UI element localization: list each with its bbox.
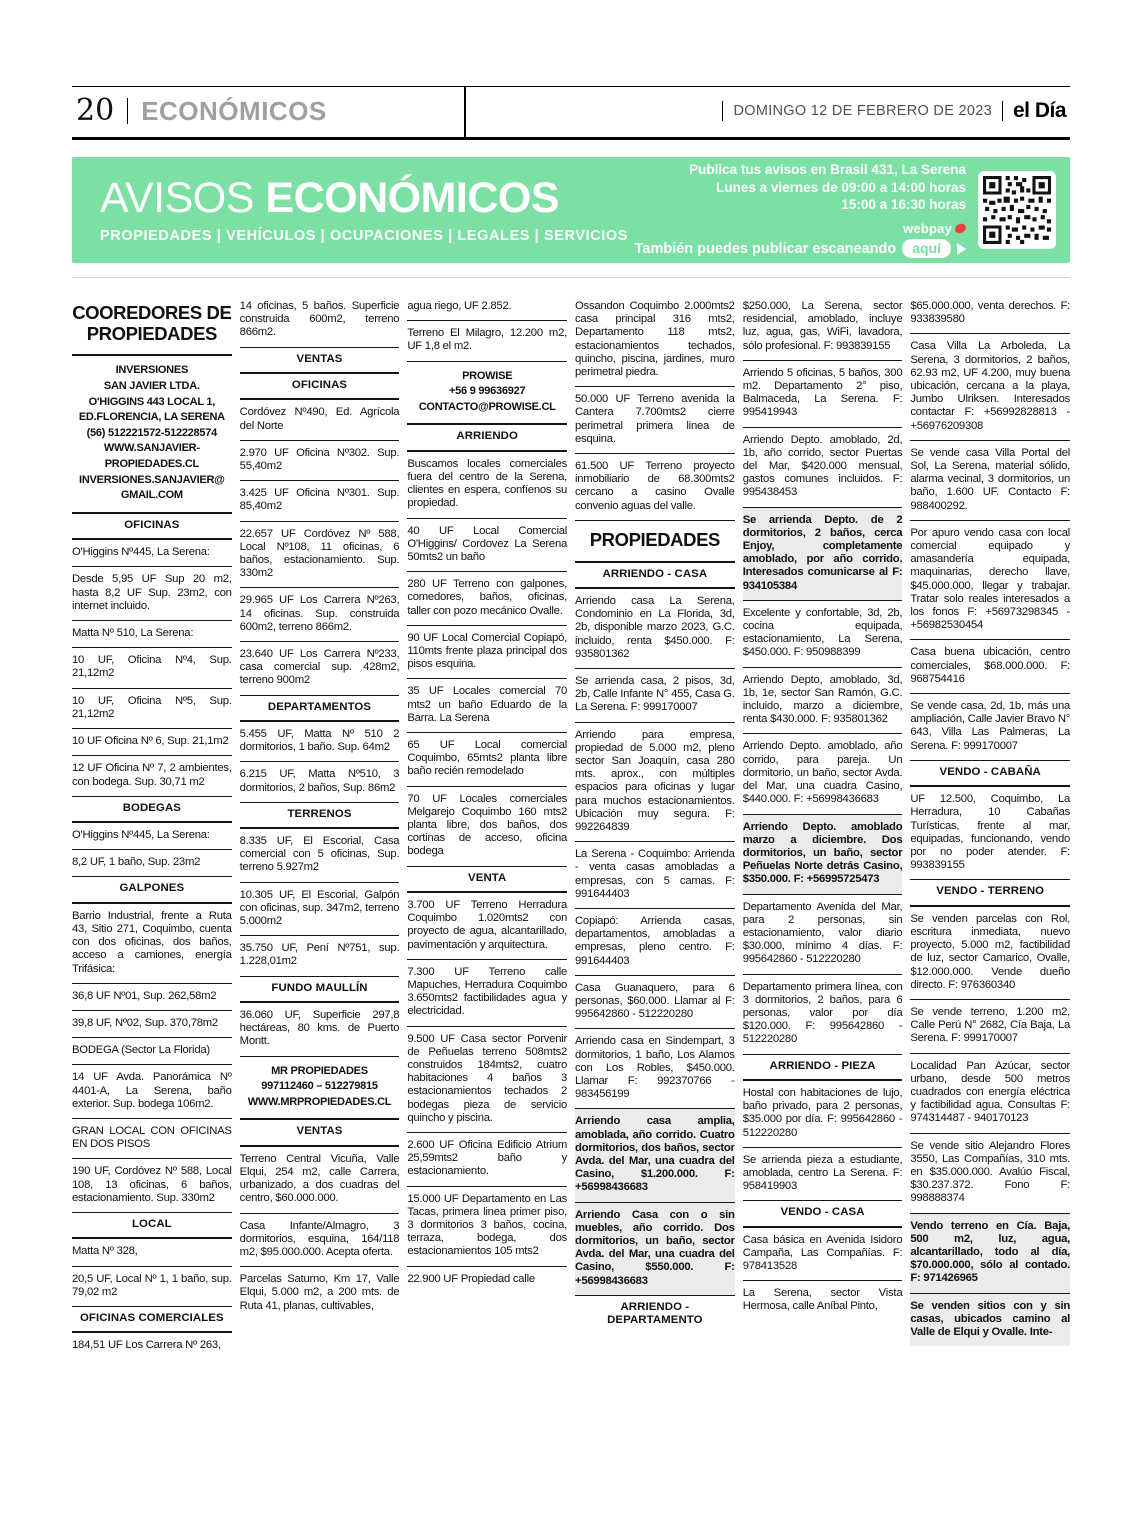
classified-ad: 61.500 UF Terreno proyecto inmobiliario de 68.300mts2 cercano a casino Ovalle convenio aguas del valle. xyxy=(575,454,735,521)
classified-ad: Se vende sitio Alejandro Flores 3550, Las Compañías, 310 mts. en $35.000.000. Avalúo Fiscal, $30.237.372. Fono F: 998888374 xyxy=(910,1134,1070,1214)
classified-ad: Por apuro vendo casa con local comercial equipado y amasandería equipada, maquinarias, derecho llave, $45.000.000, llegar y trabajar. Tratar solo reales interesados a los fonos F: +56973298345 - +56982530454 xyxy=(910,521,1070,641)
category-heading: VENDO - CABAÑA xyxy=(910,761,1070,787)
edition-date: DOMINGO 12 DE FEBRERO DE 2023 xyxy=(733,103,992,119)
divider xyxy=(127,98,128,124)
category-heading: OFICINAS COMERCIALES xyxy=(72,1307,232,1333)
classified-ad: Ossandon Coquimbo 2.000mts2 casa principal 316 mts2, Departamento 118 mts2, estacionamientos techados, quincho, piscina, jardines, muro perimetral piedra. xyxy=(575,294,735,387)
category-heading: ARRIENDO xyxy=(407,425,567,451)
classified-ad: 22.657 UF Cordóvez Nº 588, Local Nº108, 11 oficinas, 6 baños, estacionamiento. Sup. 330m2 xyxy=(240,522,400,589)
agency-contact-line: MR PROPIEDADES xyxy=(271,1064,368,1077)
classified-ad: Matta Nº 510, La Serena: xyxy=(72,621,232,648)
classified-ad: 36.060 UF, Superficie 297,8 hectáreas, 80 kms. de Puerto Montt. xyxy=(240,1003,400,1057)
classified-ad: BODEGA (Sector La Florida) xyxy=(72,1038,232,1065)
category-heading: GALPONES xyxy=(72,877,232,903)
masthead-right xyxy=(722,99,1066,123)
agency-contact-line: PROWISE xyxy=(462,369,513,382)
category-heading: DEPARTAMENTOS xyxy=(240,696,400,722)
classified-ad: O'Higgins Nº445, La Serena: xyxy=(72,823,232,850)
section-name: ECONÓMICOS xyxy=(141,96,327,126)
classified-ad: 70 UF Locales comerciales Melgarejo Coquimbo 160 mts2 planta libre, dos baños, dos cortinas de acceso, oficina bodega xyxy=(407,787,567,867)
classified-ad: 14 UF Avda. Panorámica Nº 4401-A, La Serena, baño exterior. Sup. bodega 106m2. xyxy=(72,1065,232,1119)
classified-ad: 12 UF Oficina Nº 7, 2 ambientes, con bodega. Sup. 30,71 m2 xyxy=(72,756,232,796)
banner-info-lines xyxy=(635,162,966,259)
category-heading: VENTA xyxy=(407,867,567,893)
classified-ad: 2.970 UF Oficina Nº302. Sup. 55,40m2 xyxy=(240,441,400,481)
classified-ad-highlighted: Arriendo casa amplia, amoblada, año corrido. Cuatro dormitorios, dos baños, sector Avda. del Mar, una cuadra del Casino, $1.200.000. F: +56998436683 xyxy=(575,1109,735,1202)
classified-ad: 14 oficinas, 5 baños. Superficie construida 600m2, terreno 866m2. xyxy=(240,294,400,348)
classified-ad: agua riego, UF 2.852. xyxy=(407,294,567,321)
banner-title xyxy=(100,173,628,222)
classified-ad: O'Higgins Nº445, La Serena: xyxy=(72,540,232,567)
classified-ad: La Serena, sector Vista Hermosa, calle Aníbal Pinto, xyxy=(742,1287,903,1313)
agency-contact xyxy=(72,356,232,513)
classified-ad: Barrio Industrial, frente a Ruta 43, Sitio 271, Coquimbo, cuenta con dos oficinas, dos baños, acceso a camiones, energía Trifásica: xyxy=(72,904,232,984)
classified-ad-highlighted: Vendo terreno en Cía. Baja, 500 m2, luz, agua, alcantarillado, todo al día, $70.000.000, sólo al contado. F: 971426965 xyxy=(910,1214,1070,1294)
category-heading: VENTAS xyxy=(240,348,400,374)
classified-ad: 23.640 UF Los Carrera Nº233, casa comercial sup. 428m2, terreno 900m2 xyxy=(240,642,400,696)
agency-contact-line: INVERSIONES xyxy=(115,364,189,377)
classified-ad: 35 UF Locales comercial 70 mts2 un baño Eduardo de la Barra. La Serena xyxy=(407,679,567,733)
classified-ad: Se venden parcelas con Rol, escritura inmediata, nuevo proyecto, 5.000 m2, factibilidad de luz, sector Camarico, Ovalle, $12.000.000. Vende dueño directo. F: 976360340 xyxy=(910,907,1070,1000)
classified-ad: 10 UF Oficina Nº 6, Sup. 21,1m2 xyxy=(72,729,232,756)
classified-ad: UF 12.500, Coquimbo, La Herradura, 10 Cabañas Turísticas, frente al mar, equipadas, funcionando, vendo por no poder atender. F: 993839155 xyxy=(910,787,1070,880)
classified-ad: 190 UF, Cordóvez Nº 588, Local 108, 13 oficinas, 6 baños, estacionamiento. Sup. 330m2 xyxy=(72,1159,232,1213)
play-triangle-icon xyxy=(957,243,966,255)
agency-contact-line: 997112460 – 512279815 xyxy=(261,1080,378,1093)
classified-ad: 65 UF Local comercial Coquimbo, 65mts2 planta libre baño recién remodelado xyxy=(407,733,567,787)
classified-ad: Arriendo 5 oficinas, 5 baños, 300 m2. Departamento 2° piso, Balmaceda, La Serena. F: 995419943 xyxy=(743,361,903,428)
column-3 xyxy=(407,294,567,1360)
classified-ad: 50.000 UF Terreno avenida la Cantera 7.700mts2 cierre perimetral primera linea de esquina. xyxy=(575,387,735,454)
webpay-logo xyxy=(903,221,966,236)
classified-ad: Desde 5,95 UF Sup 20 m2, hasta 8,2 UF Sup. 23m2, con internet incluido. xyxy=(72,567,232,621)
agency-contact-line: PROPIEDADES.CL xyxy=(104,458,199,471)
banner-publish-info xyxy=(635,162,1056,259)
category-heading: ARRIENDO - DEPARTAMENTO xyxy=(607,1300,703,1327)
classified-ad: Arriendo para empresa, propiedad de 5.000 m2, pleno sector San Joaquín, casa 280 mts. aprox., con múltiples espacios para oficinas y lugar para muchos estacionamientos. Ubicación muy segura. F: 992264839 xyxy=(575,723,735,843)
classified-ad: 2.600 UF Oficina Edificio Atrium 25,59mts2 baño y estacionamiento. xyxy=(407,1133,567,1187)
classified-ad: 8,2 UF, 1 baño, Sup. 23m2 xyxy=(72,850,232,877)
classified-ad: GRAN LOCAL CON OFICINAS EN DOS PISOS xyxy=(72,1119,232,1159)
classified-ad: Parcelas Saturno, Km 17, Valle Elqui, 5.000 m2, a 200 mts. de Ruta 41, planas, cultivables, xyxy=(239,1273,400,1312)
scan-row xyxy=(635,239,966,258)
masthead-divider xyxy=(464,86,466,140)
classified-ad: Buscamos locales comerciales fuera del centro de la Serena, clientes en espera, confíenos su propiedad. xyxy=(407,452,567,519)
agency-contact-line: GMAIL.COM xyxy=(120,489,183,502)
classified-ad: Casa Guanaquero, para 6 personas, $60.000. Llamar al F: 995642860 - 512220280 xyxy=(575,976,735,1030)
page-number: 20 xyxy=(76,93,115,128)
classified-ad: Copiapó: Arrienda casas, departamentos, amobladas a empresas, pleno centro. F: 991644403 xyxy=(575,909,735,976)
classified-ad: 184,51 UF Los Carrera Nº 263, xyxy=(72,1339,221,1352)
classified-ad: Arriendo casa La Serena, Condominio en La Florida, 3d, 2b, disponible marzo 2023, G.C. incluido, renta $450.000. F: 935801362 xyxy=(575,589,735,669)
classified-ad: 10 UF, Oficina Nº5, Sup. 21,12m2 xyxy=(72,689,232,729)
section-title: PROPIEDADES xyxy=(575,521,735,563)
classified-ad: Se vende casa Villa Portal del Sol, La Serena, material sólido, alarma vecinal, 3 dormitorios, un baño, 1.600 UF. Contacto F: 988400292. xyxy=(910,441,1070,521)
category-heading: TERRENOS xyxy=(240,803,400,829)
category-heading: ARRIENDO - PIEZA xyxy=(743,1055,903,1081)
info-line: Lunes a viernes de 09:00 a 14:00 horas xyxy=(716,179,966,195)
classified-ad: $250.000, La Serena, sector residencial, amoblado, incluye luz, agua, gas, WiFi, lavadora, sólo profesional. F: 993839155 xyxy=(743,294,903,361)
classified-ad: Se vende casa, 2d, 1b, más una ampliación, Calle Javier Bravo N° 643, Villa Las Palmeras, La Serena. F: 999170007 xyxy=(910,694,1070,761)
divider xyxy=(1002,101,1003,121)
classified-ad-highlighted: Arriendo Casa con o sin muebles, año corrido. Dos dormitorios, un baño, sector Avda. del Mar, una cuadra del Casino, $550.000. F: +56998436683 xyxy=(575,1203,735,1296)
category-heading: FUNDO MAULLÍN xyxy=(240,977,400,1003)
column-6 xyxy=(910,294,1070,1360)
classified-ad: 6.215 UF, Matta Nº510, 3 dormitorios, 2 baños, Sup. 86m2 xyxy=(240,762,400,802)
classified-ad: Arriendo casa en Sindempart, 3 dormitorios, 1 baño, Los Alamos con Los Robles, $450.000. Llamar F: 992370766 - 983456199 xyxy=(575,1029,735,1109)
category-heading: VENDO - CASA xyxy=(743,1201,903,1227)
category-heading: OFICINAS xyxy=(240,374,400,400)
classified-ad: 39,8 UF, Nº02, Sup. 370,78m2 xyxy=(72,1011,232,1038)
info-line: Publica tus avisos en Brasil 431, La Serena xyxy=(689,161,966,177)
column-1 xyxy=(72,294,232,1360)
category-heading: VENTAS xyxy=(240,1120,400,1146)
classified-ad: Arriendo Depto, amoblado, 3d, 1b, 1e, sector San Ramón, G.C. incluido, marzo a diciembre, renta $430.000. F: 935801362 xyxy=(743,668,903,735)
scan-text: También puedes publicar escaneando xyxy=(634,240,897,257)
category-heading: VENDO - TERRENO xyxy=(910,880,1070,906)
agency-contact-line: INVERSIONES.SANJAVIER@ xyxy=(79,473,225,486)
column-2 xyxy=(240,294,400,1360)
agency-contact xyxy=(407,362,567,426)
masthead xyxy=(72,86,1070,140)
divider xyxy=(722,101,723,121)
banner-title-light: AVISOS xyxy=(100,173,254,222)
category-heading: LOCAL xyxy=(72,1213,232,1239)
classifieds-columns xyxy=(72,294,1070,1360)
classified-ad: Terreno El Milagro, 12.200 m2, UF 1,8 el m2. xyxy=(407,321,567,361)
classified-ad: 20,5 UF, Local Nº 1, 1 baño, sup. 79,02 m2 xyxy=(72,1267,232,1307)
classified-ad: 9.500 UF Casa sector Porvenir de Peñuelas terreno 508mts2 construidos 184mts2, cuatro habitaciones 4 baños 3 estacionamientos techados 2 bodegas pieza de servicio quincho y piscina. xyxy=(407,1027,567,1133)
agency-contact xyxy=(240,1057,400,1121)
banner-titles xyxy=(100,173,629,244)
classified-ad: Se arrienda casa, 2 pisos, 3d, 2b, Calle Infante N° 455, Casa G. La Serena. F: 999170007 xyxy=(575,669,735,723)
classified-ad: 40 UF Local Comercial O'Higgins/ Cordovez La Serena 50mts2 un baño xyxy=(407,519,567,573)
classified-ad: Se arrienda pieza a estudiante, amoblada, centro La Serena. F: 958419903 xyxy=(743,1148,903,1202)
classified-ad: $65.000.000, venta derechos. F: 933839580 xyxy=(910,294,1070,334)
classified-ad: 3.700 UF Terreno Herradura Coquimbo 1.020mts2 con proyecto de agua, alcantarillado, pavimentación y arquitectura. xyxy=(407,893,567,960)
banner-section xyxy=(72,140,1070,278)
classified-ad: Casa Villa La Arboleda, La Serena, 3 dormitorios, 2 baños, 62.93 m2, UF 4.200, muy buena ubicación, cercana a la playa, Jumbo Ulriksen. Interesados contactar F: +56992828813 - +56976209308 xyxy=(910,334,1070,440)
classified-ad: Departamento primera línea, con 3 dormitorios, 2 baños, para 6 personas, valor por día $120.000. F: 995642860 - 512220280 xyxy=(743,975,903,1055)
agency-contact-line: ED.FLORENCIA, LA SERENA xyxy=(78,411,225,424)
classified-ad: Se vende terreno, 1.200 m2, Calle Perú N° 2682, Cía Baja, La Serena. F: 999170007 xyxy=(910,1000,1070,1054)
category-heading: ARRIENDO - CASA xyxy=(575,563,735,589)
info-line: 15:00 a 16:30 horas xyxy=(841,197,966,213)
classified-ad-highlighted: Arriendo Depto. amoblado marzo a diciembre. Dos dormitorios, un baño, sector Peñuelas Norte detrás Casino, $350.000. F: +56995725473 xyxy=(743,815,903,895)
classified-ad: 36,8 UF Nº01, Sup. 262,58m2 xyxy=(72,984,232,1011)
classified-ad: 10 UF, Oficina Nº4, Sup. 21,12m2 xyxy=(72,648,232,688)
classified-ad: 90 UF Local Comercial Copiapó, 110mts frente plaza principal dos pisos esquina. xyxy=(407,626,567,680)
classified-ad: Hostal con habitaciones de lujo, baño privado, para 2 personas, $35.000 por día. F: 995642860 - 512220280 xyxy=(743,1081,903,1148)
column-5 xyxy=(743,294,903,1360)
classified-ad: Casa Infante/Almagro, 3 dormitorios, esquina, 164/118 m2, $95.000.000. Acepta oferta. xyxy=(240,1214,400,1268)
classified-ad: Casa básica en Avenida Isidoro Campaña, Las Compañías. F: 978413528 xyxy=(743,1228,903,1282)
agency-contact-line: CONTACTO@PROWISE.CL xyxy=(418,400,556,413)
agency-contact-line: SAN JAVIER LTDA. xyxy=(103,380,200,393)
classified-ad: 29.965 UF Los Carrera Nº263, 14 oficinas. Sup. construida 600m2, terreno 866m2. xyxy=(240,588,400,642)
newspaper-logo: el Día xyxy=(1012,99,1066,122)
classified-ad-highlighted: Se arrienda Depto. de 2 dormitorios, 2 baños, cerca Enjoy, completamente amoblado, por año corrido. Interesados comunicarse al F: 934105384 xyxy=(743,508,903,601)
classified-ad: Excelente y confortable, 3d, 2b, cocina equipada, estacionamiento, La Serena, $450.000. F: 950988399 xyxy=(743,601,903,668)
classified-ad: 15.000 UF Departamento en Las Tacas, primera linea primer piso, 3 dormitorios 3 baños, cocina, terraza, bodega, dos estacionamientos 105 mts2 xyxy=(407,1187,567,1267)
aqui-button[interactable]: aquí xyxy=(902,239,951,258)
classified-ad: 8.335 UF, El Escorial, Casa comercial con 5 oficinas, Sup. terreno 5.927m2 xyxy=(240,829,400,883)
section-title: COOREDORES DE PROPIEDADES xyxy=(72,294,232,356)
avisos-banner xyxy=(72,157,1070,263)
qr-code-icon xyxy=(978,171,1056,249)
classified-ad: 3.425 UF Oficina Nº301. Sup. 85,40m2 xyxy=(240,481,400,521)
agency-contact-line: O'HIGGINS 443 LOCAL 1, xyxy=(88,395,216,408)
masthead-left xyxy=(76,92,327,130)
webpay-flame-icon xyxy=(954,223,967,234)
classified-ad: 35.750 UF, Pení Nº751, sup. 1.228,01m2 xyxy=(240,936,400,976)
classified-ad: Departamento Avenida del Mar, para 2 personas, sin estacionamiento, valor diario $30.000, mínimo 4 días. F: 995642860 - 512220280 xyxy=(743,895,903,975)
agency-contact-line: (56) 512221572-512228574 xyxy=(86,426,218,439)
category-heading: OFICINAS xyxy=(72,514,232,540)
classified-ad: Matta Nº 328, xyxy=(72,1239,232,1266)
classified-ad: Terreno Central Vicuña, Valle Elqui, 254 m2, calle Carrera, urbanizado, a dos cuadras del centro, $60.000.000. xyxy=(240,1147,400,1214)
classified-ad: Localidad Pan Azúcar, sector urbano, desde 500 metros cuadrados con energía eléctrica y factibilidad agua. Consultas F: 974314487 - 940170123 xyxy=(910,1054,1070,1134)
banner-title-bold: ECONÓMICOS xyxy=(265,173,560,222)
agency-contact-line: +56 9 99636927 xyxy=(449,385,526,398)
column-4 xyxy=(575,294,735,1360)
classified-ad: Arriendo Depto. amoblado, 2d, 1b, año corrido, sector Puertas del Mar, $420.000 mensual, gastos comunes incluidos. F: 995438453 xyxy=(743,428,903,508)
agency-contact-line: WWW.SANJAVIER- xyxy=(103,442,200,455)
classified-ad: Cordóvez Nº490, Ed. Agrícola del Norte xyxy=(240,400,400,440)
category-heading: BODEGAS xyxy=(72,797,232,823)
classified-ad: 22.900 UF Propiedad calle xyxy=(407,1272,535,1285)
classified-ad: 7.300 UF Terreno calle Mapuches, Herradura Coquimbo 3.650mts2 factibilidades agua y electricidad. xyxy=(407,960,567,1027)
classified-ad: 10.305 UF, El Escorial, Galpón con oficinas, sup. 347m2, terreno 5.000m2 xyxy=(240,883,400,937)
classified-ad: Casa buena ubicación, centro comerciales, $68.000.000. F: 968754416 xyxy=(910,640,1070,694)
webpay-label: webpay xyxy=(903,221,952,237)
classified-ad: 5.455 UF, Matta Nº 510 2 dormitorios, 1 baño. Sup. 64m2 xyxy=(240,722,400,762)
agency-contact-line: WWW.MRPROPIEDADES.CL xyxy=(247,1095,392,1108)
banner-subtitle: PROPIEDADES | VEHÍCULOS | OCUPACIONES | LEGALES | SERVICIOS xyxy=(100,227,629,244)
classified-ad-highlighted: Se venden sitios con y sin casas, ubicados camino al Valle de Elqui y Ovalle. Inte- xyxy=(910,1294,1070,1347)
classified-ad: La Serena - Coquimbo: Arrienda - venta casas amobladas a empresas, con 5 camas. F: 991644403 xyxy=(575,842,735,909)
classified-ad: Arriendo Depto. amoblado, año corrido, para pareja. Un dormitorio, un baño, sector Avda. del Mar, una cuadra Casino, $440.000. F: +56998436683 xyxy=(743,734,903,814)
classified-ad: 280 UF Terreno con galpones, comedores, baños, oficinas, taller con pozo mecánico Ovalle. xyxy=(407,572,567,626)
